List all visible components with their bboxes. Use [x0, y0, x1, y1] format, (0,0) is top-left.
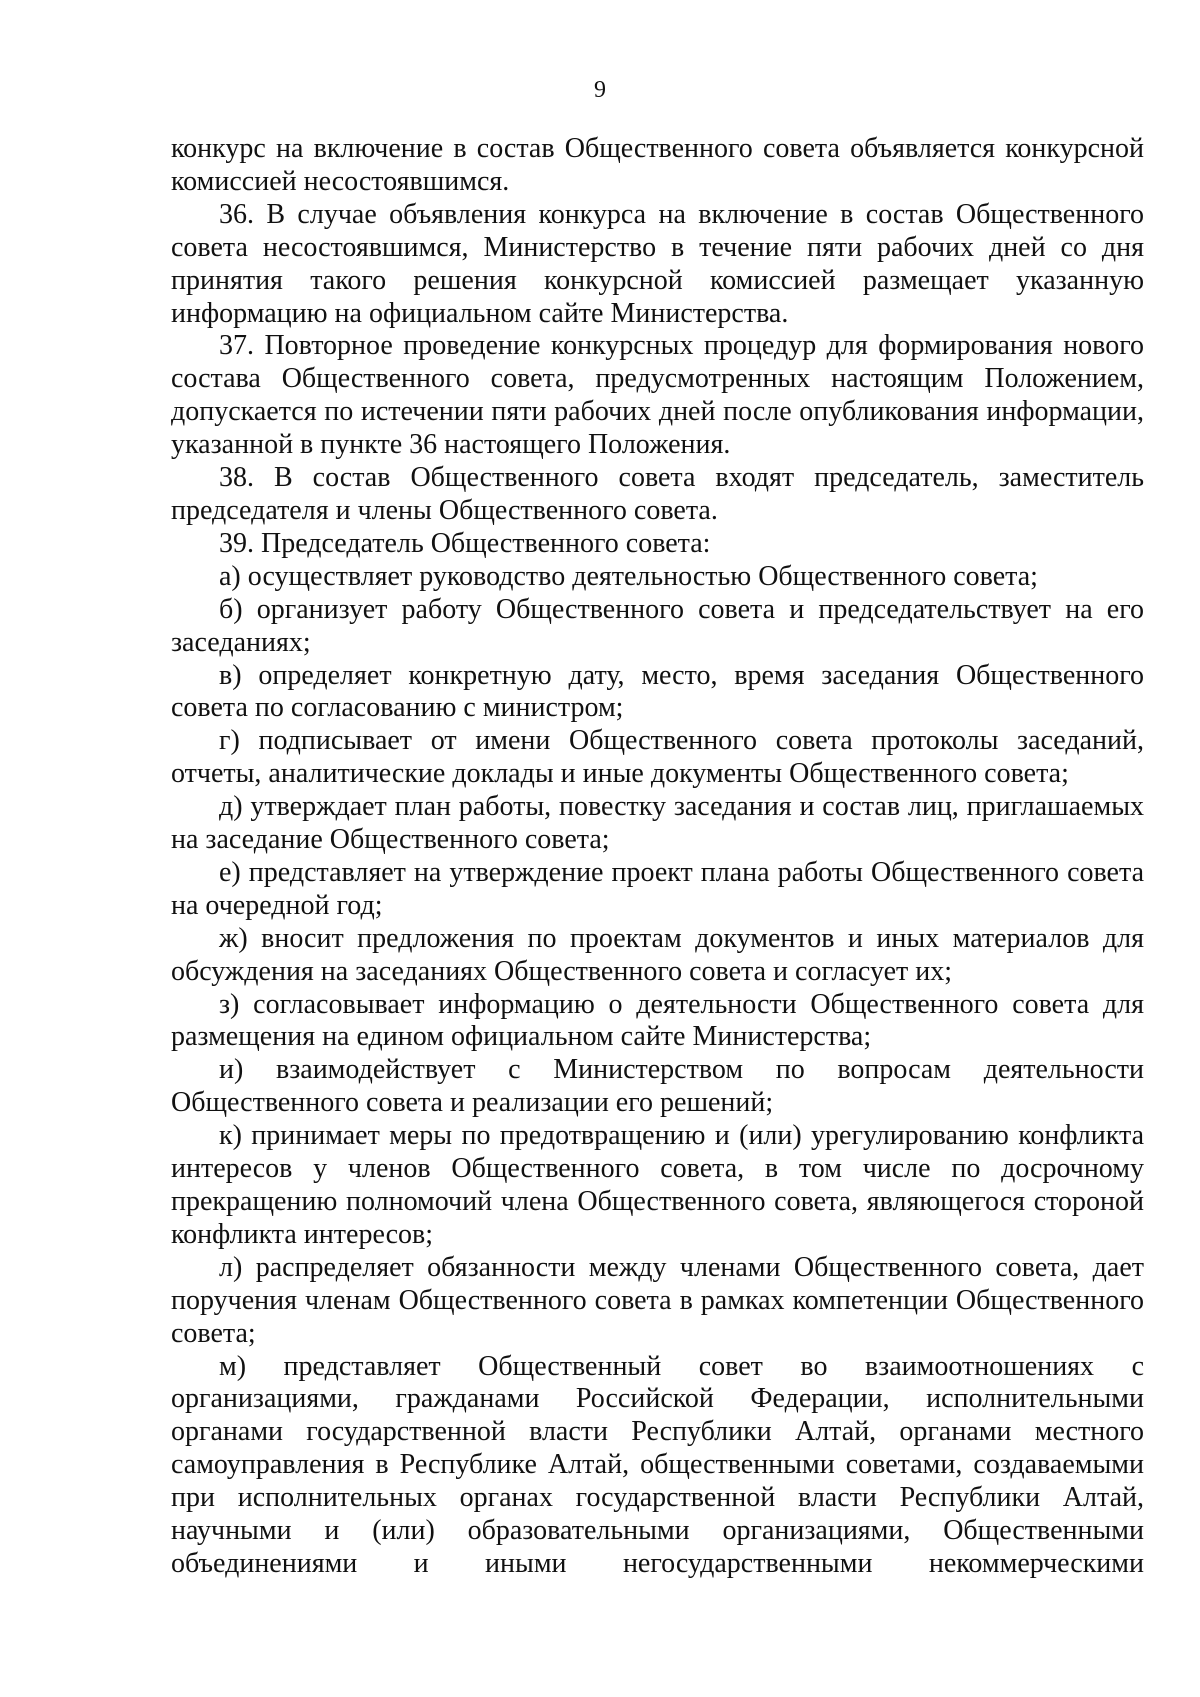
paragraph-39: 39. Председатель Общественного совета:	[219, 527, 711, 559]
list-item-l: л) распределяет обязанности между членами Общественного совета, дает поручения членам Общественного совета в рамках компетенции Общественного совета;	[171, 1251, 1144, 1349]
paragraph-continuation: конкурс на включение в состав Общественного совета объявляется конкурсной комиссией несостоявшимся.	[171, 133, 1144, 197]
list-item-i: и) взаимодействует с Министерством по вопросам деятельности Общественного совета и реализации его решений;	[171, 1054, 1144, 1119]
list-item-e: е) представляет на утверждение проект плана работы Общественного совета на очередной год;	[171, 856, 1144, 921]
list-item-a: а) осуществляет руководство деятельностью Общественного совета;	[219, 560, 1038, 592]
list-item-k: к) принимает меры по предотвращению и (или) урегулированию конфликта интересов у членов Общественного совета, в том числе по досрочному прекращению полномочий члена Общественного совета, являющегося стороной конфликта интересов;	[171, 1120, 1144, 1250]
list-item-z: з) согласовывает информацию о деятельности Общественного совета для размещения на едином официальном сайте Министерства;	[171, 988, 1144, 1053]
paragraph-37: 37. Повторное проведение конкурсных процедур для формирования нового состава Общественного совета, предусмотренных настоящим Положением, допускается по истечении пяти рабочих дней после опубликования информации, указанной в пункте 36 настоящего Положения.	[171, 330, 1144, 461]
list-item-b: б) организует работу Общественного совета и председательствует на его заседаниях;	[171, 593, 1144, 658]
list-item-v: в) определяет конкретную дату, место, время заседания Общественного совета по согласованию с министром;	[171, 659, 1144, 724]
paragraph-38: 38. В состав Общественного совета входят председатель, заместитель председателя и члены Общественного совета.	[171, 462, 1144, 526]
paragraph-36: 36. В случае объявления конкурса на включение в состав Общественного совета несостоявшимся, Министерство в течение пяти рабочих дней со дня принятия такого решения конкурсной комиссией размещает указанную информацию на официальном сайте Министерства.	[171, 198, 1144, 329]
document-body	[171, 133, 1144, 1581]
list-item-zh: ж) вносит предложения по проектам документов и иных материалов для обсуждения на заседаниях Общественного совета и согласует их;	[171, 922, 1144, 987]
page-number: 9	[594, 77, 606, 103]
list-item-m: м) представляет Общественный совет во взаимоотношениях с организациями, гражданами Российской Федерации, исполнительными органами государственной власти Республики Алтай, органами местного самоуправления в Республике Алтай, общественными советами, создаваемыми при исполнительных органах государственной власти Республики Алтай, научными и (или) образовательными организациями, Общественными объединениями и иными негосударственными некоммерческими	[171, 1350, 1144, 1579]
list-item-g: г) подписывает от имени Общественного совета протоколы заседаний, отчеты, аналитические доклады и иные документы Общественного совета;	[171, 725, 1144, 790]
list-item-d: д) утверждает план работы, повестку заседания и состав лиц, приглашаемых на заседание Общественного совета;	[171, 791, 1144, 856]
